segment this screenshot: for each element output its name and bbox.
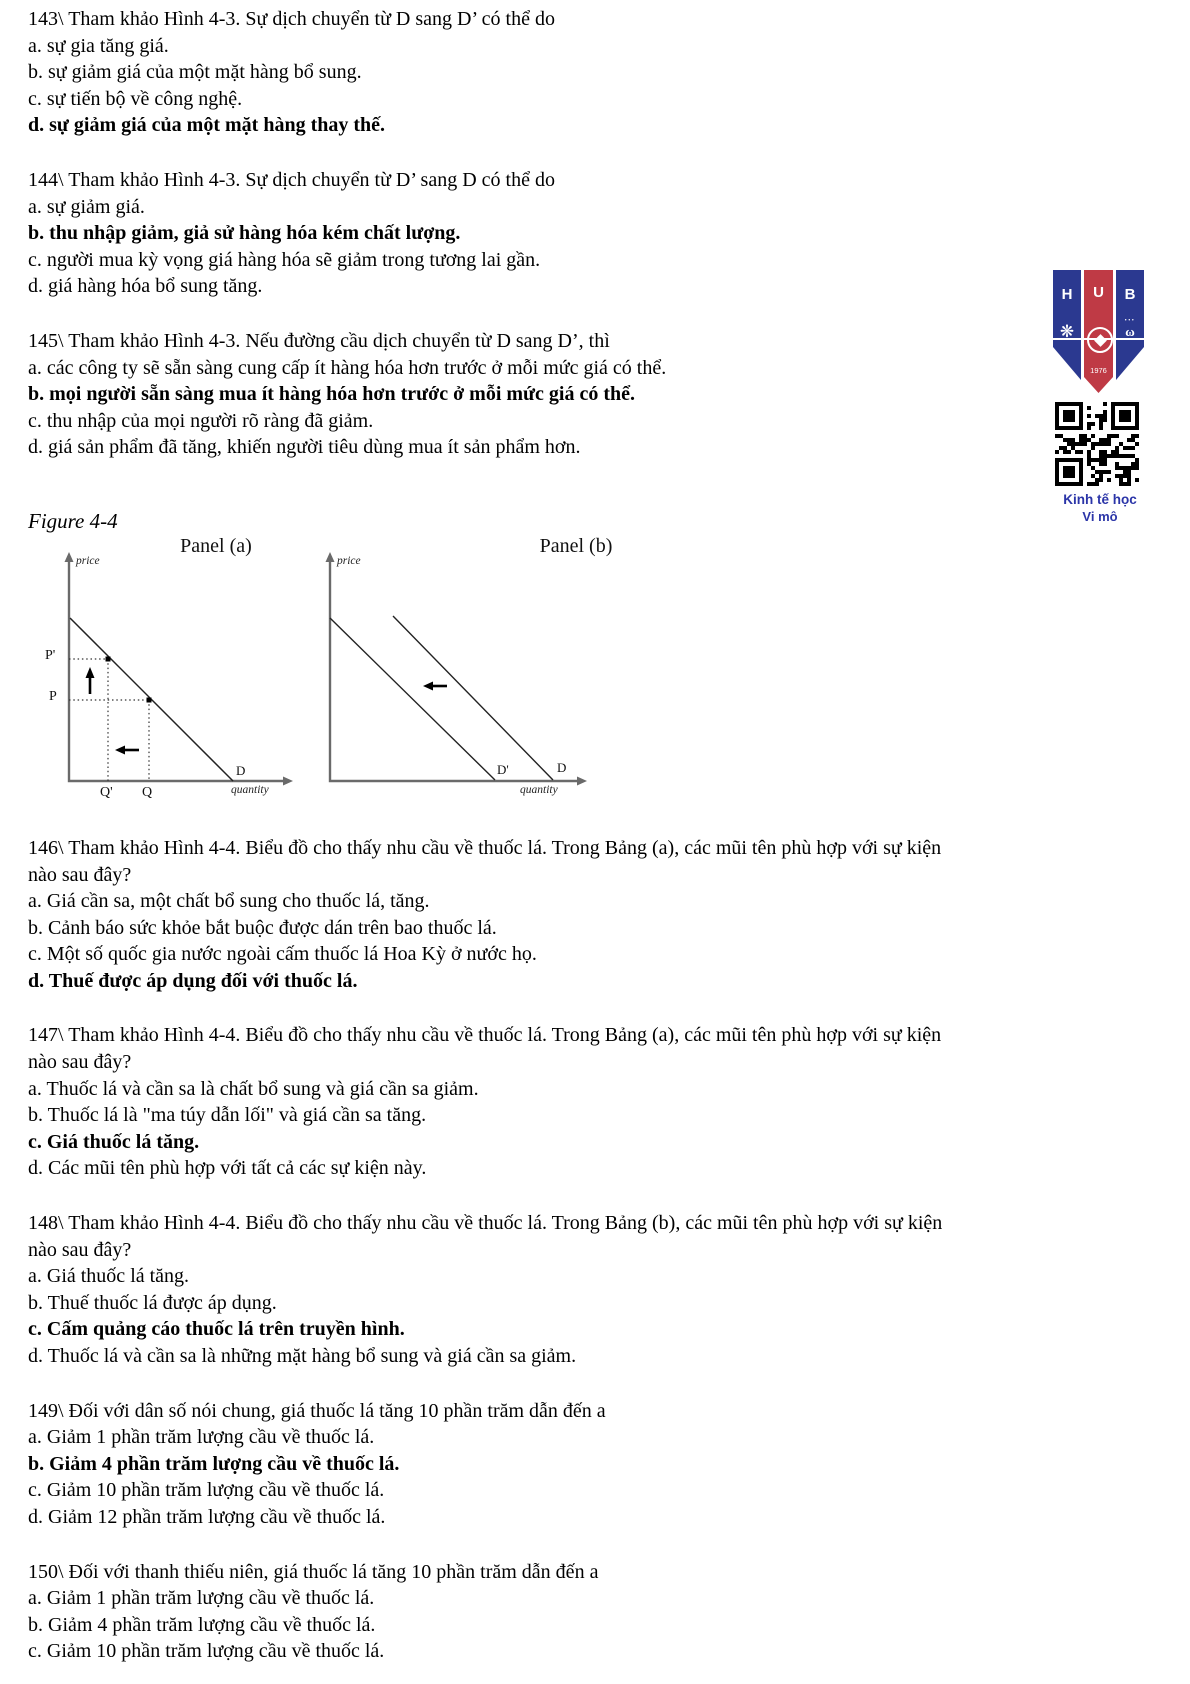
panel-a-p-prime-tick: P' [45, 647, 56, 663]
question-145 [0, 328, 1190, 461]
panel-a-point-p [147, 697, 152, 702]
qr-code [1055, 402, 1139, 486]
panel-a-dotted-guides [69, 659, 149, 781]
answer-line: a. Thuốc lá và cần sa là chất bổ sung và giá cần sa giảm. [28, 1077, 479, 1100]
panel-b-price-label: price [337, 554, 361, 567]
panel-b-title: Panel (b) [539, 534, 613, 557]
answer-line: b. Cảnh báo sức khỏe bắt buộc được dán trên bao thuốc lá. [28, 916, 497, 939]
answer-line: b. Giảm 4 phần trăm lượng cầu về thuốc lá. [28, 1613, 376, 1636]
answer-line: c. Giảm 10 phần trăm lượng cầu về thuốc lá. [28, 1479, 385, 1502]
question-text: 144\ Tham khảo Hình 4-3. Sự dịch chuyển từ D’ sang D có thể do [28, 168, 555, 191]
panel-b-demand-original-label: D [557, 759, 567, 775]
panel-a-quantity-axis-arrow [283, 776, 293, 785]
answer-line: a. Giảm 1 phần trăm lượng cầu về thuốc lá. [28, 1587, 375, 1610]
figure-4-4 [0, 535, 1190, 835]
tree-emblem-icon: ❋ [1059, 322, 1075, 341]
up-arrow-head [86, 667, 95, 678]
answer-line: b. Thuế thuốc lá được áp dụng. [28, 1291, 277, 1314]
figure-4-4-canvas [0, 535, 1190, 835]
answer-line: c. Một số quốc gia nước ngoài cấm thuốc lá Hoa Kỳ ở nước họ. [28, 943, 537, 966]
question-149 [0, 1398, 1190, 1531]
panel-b-quantity-label: quantity [520, 783, 558, 796]
answer-line: a. Giảm 1 phần trăm lượng cầu về thuốc lá. [28, 1426, 375, 1449]
answer-line: b. Thuốc lá là "ma túy dẫn lối" và giá cần sa tăng. [28, 1104, 427, 1127]
course-caption-line2: Vi mô [1082, 509, 1118, 524]
panel-b-price-axis-arrow [326, 552, 335, 562]
question-text: 149\ Đối với dân số nói chung, giá thuốc lá tăng 10 phần trăm dẫn đến a [28, 1399, 606, 1422]
question-text: 143\ Tham khảo Hình 4-3. Sự dịch chuyển từ D sang D’ có thể do [28, 8, 555, 30]
answer-line-correct: d. Thuế được áp dụng đối với thuốc lá. [28, 969, 358, 992]
answer-line: a. Giá thuốc lá tăng. [28, 1265, 190, 1288]
question-text: 150\ Đối với thanh thiếu niên, giá thuốc lá tăng 10 phần trăm dẫn đến a [28, 1560, 599, 1583]
answer-line: d. giá hàng hóa bổ sung tăng. [28, 275, 263, 298]
question-148 [0, 1210, 1190, 1370]
answer-line: d. Các mũi tên phù hợp với tất cả các sự kiện này. [28, 1157, 427, 1180]
panel-a-title: Panel (a) [180, 534, 252, 557]
question-text: nào sau đây? [28, 863, 132, 886]
coin-emblem-icon [1087, 327, 1113, 353]
panel-a-demand-label: D [236, 762, 246, 778]
answer-line-correct: c. Cấm quảng cáo thuốc lá trên truyền hình. [28, 1318, 405, 1341]
left-arrow-head [423, 681, 433, 690]
question-143 [0, 0, 1190, 139]
panel-a-quantity-label: quantity [231, 783, 269, 796]
question-text: 145\ Tham khảo Hình 4-3. Nếu đường cầu dịch chuyển từ D sang D’, thì [28, 329, 610, 352]
logo-letter-b: B [1124, 286, 1136, 303]
answer-line: d. Thuốc lá và cần sa là những mặt hàng bổ sung và giá cần sa giảm. [28, 1345, 577, 1367]
answer-line: c. người mua kỳ vọng giá hàng hóa sẽ giảm trong tương lai gần. [28, 248, 541, 271]
question-text: 147\ Tham khảo Hình 4-4. Biểu đồ cho thấy nhu cầu về thuốc lá. Trong Bảng (a), các mũi tên phù hợp với sự kiện [28, 1024, 942, 1047]
answer-line: a. sự gia tăng giá. [28, 34, 169, 57]
answer-line: c. thu nhập của mọi người rõ ràng đã giảm. [28, 409, 374, 432]
panel-b-demand-curve-shifted [330, 618, 495, 780]
panel-a-price-label: price [76, 554, 100, 567]
answer-line-correct: c. Giá thuốc lá tăng. [28, 1130, 200, 1153]
logo-letter-h: H [1061, 286, 1073, 303]
question-text: 146\ Tham khảo Hình 4-4. Biểu đồ cho thấy nhu cầu về thuốc lá. Trong Bảng (a), các mũi tên phù hợp với sự kiện [28, 836, 942, 859]
answer-line-correct: b. mọi người sẵn sàng mua ít hàng hóa hơn trước ở mỗi mức giá có thể. [28, 383, 636, 406]
answer-line: c. Giảm 10 phần trăm lượng cầu về thuốc lá. [28, 1640, 385, 1663]
panel-a-q-prime-tick: Q' [100, 784, 113, 800]
panel-b-demand-shifted-label: D' [497, 761, 509, 777]
course-caption [1040, 491, 1160, 525]
panel-b-quantity-axis-arrow [577, 776, 587, 785]
answer-line: d. Giảm 12 phần trăm lượng cầu về thuốc lá. [28, 1505, 386, 1528]
question-text: nào sau đây? [28, 1238, 132, 1261]
panel-b-axes [330, 561, 578, 781]
question-text: 148\ Tham khảo Hình 4-4. Biểu đồ cho thấy nhu cầu về thuốc lá. Trong Bảng (b), các mũi tên phù hợp với sự kiện [28, 1212, 943, 1235]
course-caption-line1: Kinh tế học [1063, 492, 1137, 507]
question-144 [0, 167, 1190, 300]
answer-line: a. Giá cần sa, một chất bổ sung cho thuốc lá, tăng. [28, 890, 430, 913]
panel-a-point-p-prime [106, 656, 111, 661]
answer-line: b. sự giảm giá của một mặt hàng bổ sung. [28, 61, 362, 84]
answer-line: d. giá sản phẩm đã tăng, khiến người tiêu dùng mua ít sản phẩm hơn. [28, 436, 581, 459]
lotus-emblem-icon: ω [1125, 324, 1135, 339]
question-text: nào sau đây? [28, 1051, 132, 1074]
panel-a-q-tick: Q [142, 784, 153, 800]
logo-year: 1976 [1090, 366, 1107, 375]
question-147 [0, 1022, 1190, 1182]
panel-b-demand-curve-original [393, 616, 553, 780]
question-150 [0, 1559, 1190, 1665]
hub-university-logo [1053, 270, 1144, 393]
figure-label: Figure 4-4 [28, 508, 118, 533]
answer-line-correct: b. Giảm 4 phần trăm lượng cầu về thuốc lá. [28, 1452, 400, 1475]
answer-line: a. sự giảm giá. [28, 195, 145, 218]
panel-a-price-axis-arrow [65, 552, 74, 562]
left-arrow-head [115, 745, 125, 754]
lotus-dots-icon: ••• [1124, 318, 1136, 324]
answer-line: a. các công ty sẽ sẵn sàng cung cấp ít hàng hóa hơn trước ở mỗi mức giá có thể. [28, 356, 667, 379]
logo-letter-u: U [1093, 284, 1104, 301]
answer-line-correct: d. sự giảm giá của một mặt hàng thay thế. [28, 114, 386, 137]
panel-a-axes [69, 561, 284, 781]
answer-line: c. sự tiến bộ về công nghệ. [28, 87, 243, 110]
question-146 [0, 835, 1190, 995]
panel-a-p-tick: P [49, 688, 57, 704]
answer-line-correct: b. thu nhập giảm, giả sử hàng hóa kém chất lượng. [28, 222, 461, 245]
